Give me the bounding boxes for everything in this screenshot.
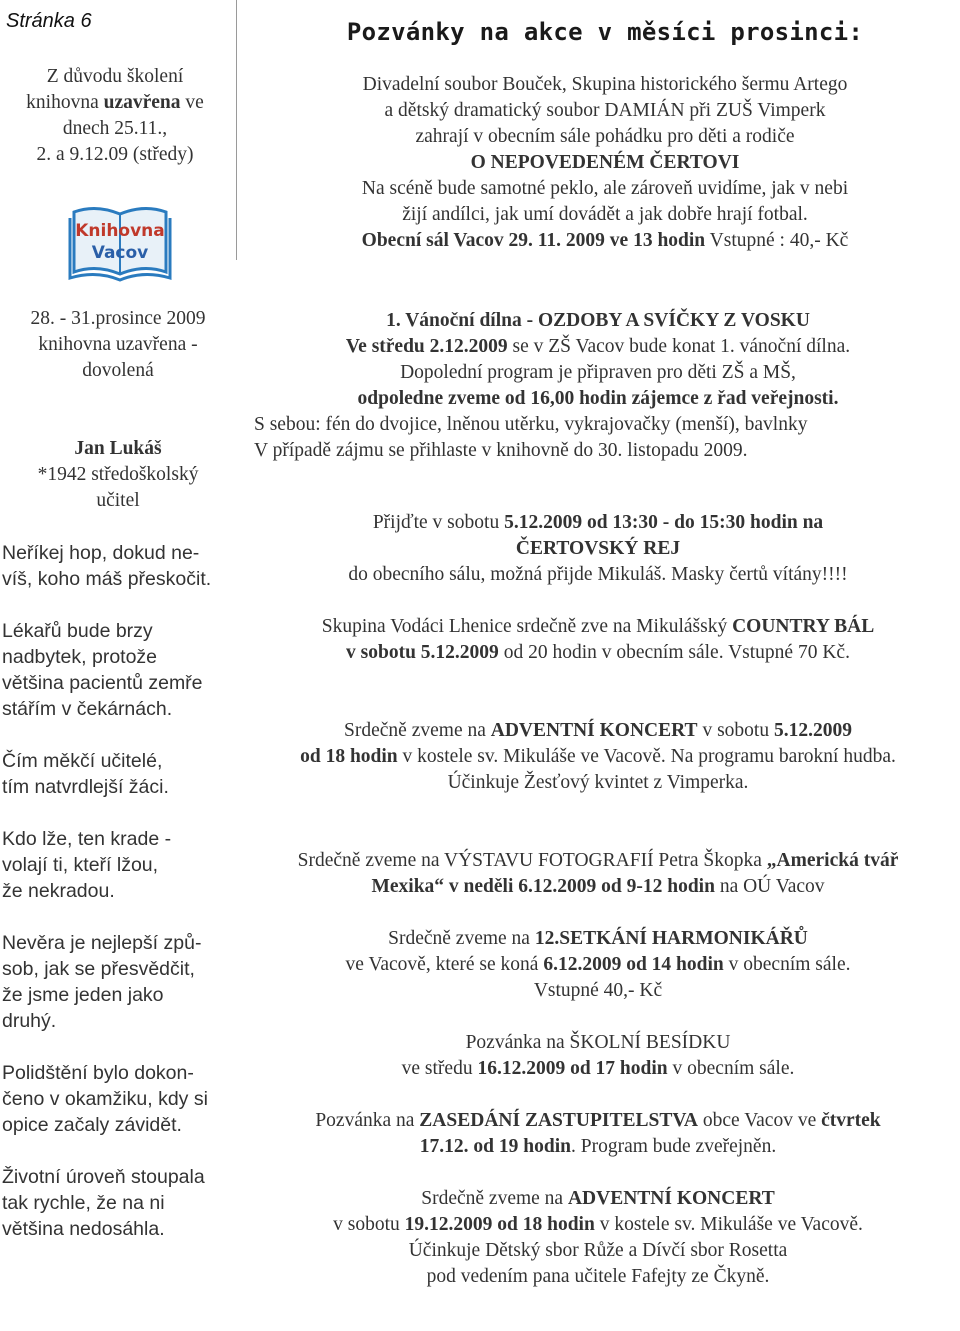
page-number: Stránka 6 — [6, 10, 92, 32]
event-line: Mexika“ v neděli 6.12.2009 od 9-12 hodin na OÚ Vacov — [371, 876, 825, 897]
closure-line: Z důvodu školení — [46, 66, 184, 87]
author-name: Jan Lukáš — [74, 438, 162, 459]
event-line: v sobotu 19.12.2009 od 18 hodin v kostele sv. Mikuláše ve Vacově. — [333, 1214, 863, 1235]
quote — [0, 930, 236, 1034]
event-devil-ball — [236, 510, 960, 588]
quote-line: Polidštění bylo dokon- — [2, 1062, 194, 1084]
event-line: 17.12. od 19 hodin. Program bude zveřejněn. — [419, 1136, 777, 1157]
invite-line: žijí andílci, jak umí dovádět a jak dobře hrají fotbal. — [402, 204, 808, 225]
theatre-invitation — [250, 72, 960, 254]
holiday-line: 28. - 31.prosince 2009 — [30, 308, 206, 329]
quote — [0, 1164, 236, 1242]
invite-line: a dětský dramatický soubor DAMIÁN při ZUŠ Vimperk — [384, 100, 826, 121]
quote — [0, 540, 236, 592]
event-line: Účinkuje Dětský sbor Růže a Dívčí sbor Rosetta — [408, 1240, 788, 1261]
quote-author — [0, 436, 236, 514]
quote-line: Kdo lže, ten krade - — [2, 828, 172, 850]
quote-line: opice začaly závidět. — [2, 1114, 182, 1136]
author-bio: učitel — [96, 490, 140, 511]
quote-line: druhý. — [2, 1010, 57, 1032]
quote — [0, 618, 236, 722]
quote-line: čeno v okamžiku, kdy si — [2, 1088, 208, 1110]
quote-line: tak rychle, že na ni — [2, 1192, 165, 1214]
event-line: Srdečně zveme na ADVENTNÍ KONCERT — [421, 1188, 775, 1209]
invite-line: zahrají v obecním sále pohádku pro děti a rodiče — [415, 126, 795, 147]
event-title: ČERTOVSKÝ REJ — [515, 538, 681, 559]
event-advent-concert — [236, 718, 960, 796]
event-accordion-meeting — [236, 926, 960, 1004]
svg-text:Knihovna: Knihovna — [75, 221, 165, 241]
play-title: O NEPOVEDENÉM ČERTOVI — [470, 152, 740, 173]
event-line: Srdečně zveme na ADVENTNÍ KONCERT v sobotu 5.12.2009 — [344, 720, 852, 741]
event-country-ball — [236, 614, 960, 666]
event-line: Přijďte v sobotu 5.12.2009 od 13:30 - do 15:30 hodin na — [372, 512, 824, 533]
event-advent-workshop — [236, 308, 960, 464]
holiday-line: knihovna uzavřena - — [38, 334, 198, 355]
event-line: Skupina Vodáci Lhenice srdečně zve na Mikulášský COUNTRY BÁL — [321, 616, 875, 637]
holiday-line: dovolená — [82, 360, 154, 381]
quote-line: Nevěra je nejlepší způ- — [2, 932, 202, 954]
event-line: Ve středu 2.12.2009 se v ZŠ Vacov bude konat 1. vánoční dílna. — [345, 336, 851, 357]
quote-line: volají ti, kteří lžou, — [2, 854, 159, 876]
closure-line: dnech 25.11., — [62, 118, 168, 139]
event-line: ve středu 16.12.2009 od 17 hodin v obecním sále. — [401, 1058, 795, 1079]
invitations-title: Pozvánky na akce v měsíci prosinci: — [346, 18, 864, 46]
closure-line: 2. a 9.12.09 (středy) — [36, 144, 194, 165]
event-line: Srdečně zveme na VÝSTAVU FOTOGRAFIÍ Petra Škopka „Americká tvář — [297, 850, 899, 871]
event-line: Dopolední program je připraven pro děti ZŠ a MŠ, — [400, 362, 796, 383]
quote-line: sob, jak se přesvědčit, — [2, 958, 195, 980]
quote-line: stářím v čekárnách. — [2, 698, 173, 720]
event-line: Účinkuje Žesťový kvintet z Vimperka. — [447, 772, 749, 793]
quote-line: že jsme jeden jako — [2, 984, 164, 1006]
event-title: 1. Vánoční dílna - OZDOBY A SVÍČKY Z VOSKU — [386, 310, 810, 331]
quote-line: že nekradou. — [2, 880, 115, 902]
event-line: od 18 hodin v kostele sv. Mikuláše ve Vacově. Na programu barokní hudba. — [300, 746, 896, 767]
quote — [0, 826, 236, 904]
svg-text:Vacov: Vacov — [91, 243, 149, 263]
invite-line: Obecní sál Vacov 29. 11. 2009 ve 13 hodin Vstupné : 40,- Kč — [361, 230, 849, 251]
event-school-party — [236, 1030, 960, 1082]
quote — [0, 748, 236, 800]
quote-line: většina pacientů zemře — [2, 672, 203, 694]
event-line: S sebou: fén do dvojice, lněnou utěrku, vykrajovačky (menší), bavlnky — [254, 414, 808, 435]
event-council-meeting — [236, 1108, 960, 1160]
quote-line: většina nedosáhla. — [2, 1218, 165, 1240]
quote-line: Neříkej hop, dokud ne- — [2, 542, 200, 564]
quote-line: Lékařů bude brzy — [2, 620, 153, 642]
event-line: Pozvánka na ZASEDÁNÍ ZASTUPITELSTVA obce Vacov ve čtvrtek — [315, 1110, 881, 1131]
left-sidebar — [0, 306, 236, 1242]
invite-line: Na scéně bude samotné peklo, ale zároveň uvidíme, jak v nebi — [361, 178, 849, 199]
holiday-notice — [0, 306, 236, 384]
quote-line: Čím měkčí učitelé, — [2, 750, 163, 772]
invite-line: Divadelní soubor Bouček, Skupina historického šermu Artego — [362, 74, 848, 95]
quote-line: Životní úroveň stoupala — [2, 1166, 205, 1188]
column-divider — [236, 0, 237, 260]
events-list — [236, 308, 960, 1290]
author-bio: *1942 středoškolský — [37, 464, 199, 485]
event-line: do obecního sálu, možná přijde Mikuláš. Masky čertů vítány!!!! — [348, 564, 848, 585]
event-line: pod vedením pana učitele Fafejty ze Čkyně. — [426, 1266, 770, 1287]
event-line: odpoledne zveme od 16,00 hodin zájemce z řad veřejnosti. — [357, 388, 839, 409]
quote-line: víš, koho máš přeskočit. — [2, 568, 212, 590]
quote — [0, 1060, 236, 1138]
event-photo-exhibition — [236, 848, 960, 900]
closure-line: knihovna uzavřena ve — [26, 92, 204, 113]
event-line: v sobotu 5.12.2009 od 20 hodin v obecním sále. Vstupné 70 Kč. — [346, 642, 850, 663]
event-line: ve Vacově, které se koná 6.12.2009 od 14 hodin v obecním sále. — [345, 954, 851, 975]
event-advent-concert-2 — [236, 1186, 960, 1290]
event-line: V případě zájmu se přihlaste v knihovně do 30. listopadu 2009. — [254, 440, 748, 461]
event-line: Vstupné 40,- Kč — [533, 980, 663, 1001]
event-line: Srdečně zveme na 12.SETKÁNÍ HARMONIKÁŘŮ — [388, 928, 808, 949]
library-logo — [68, 198, 172, 286]
quote-line: nadbytek, protože — [2, 646, 158, 668]
quote-line: tím natvrdlejší žáci. — [2, 776, 169, 798]
library-closure-notice — [0, 64, 230, 168]
event-line: Pozvánka na ŠKOLNÍ BESÍDKU — [465, 1032, 731, 1053]
